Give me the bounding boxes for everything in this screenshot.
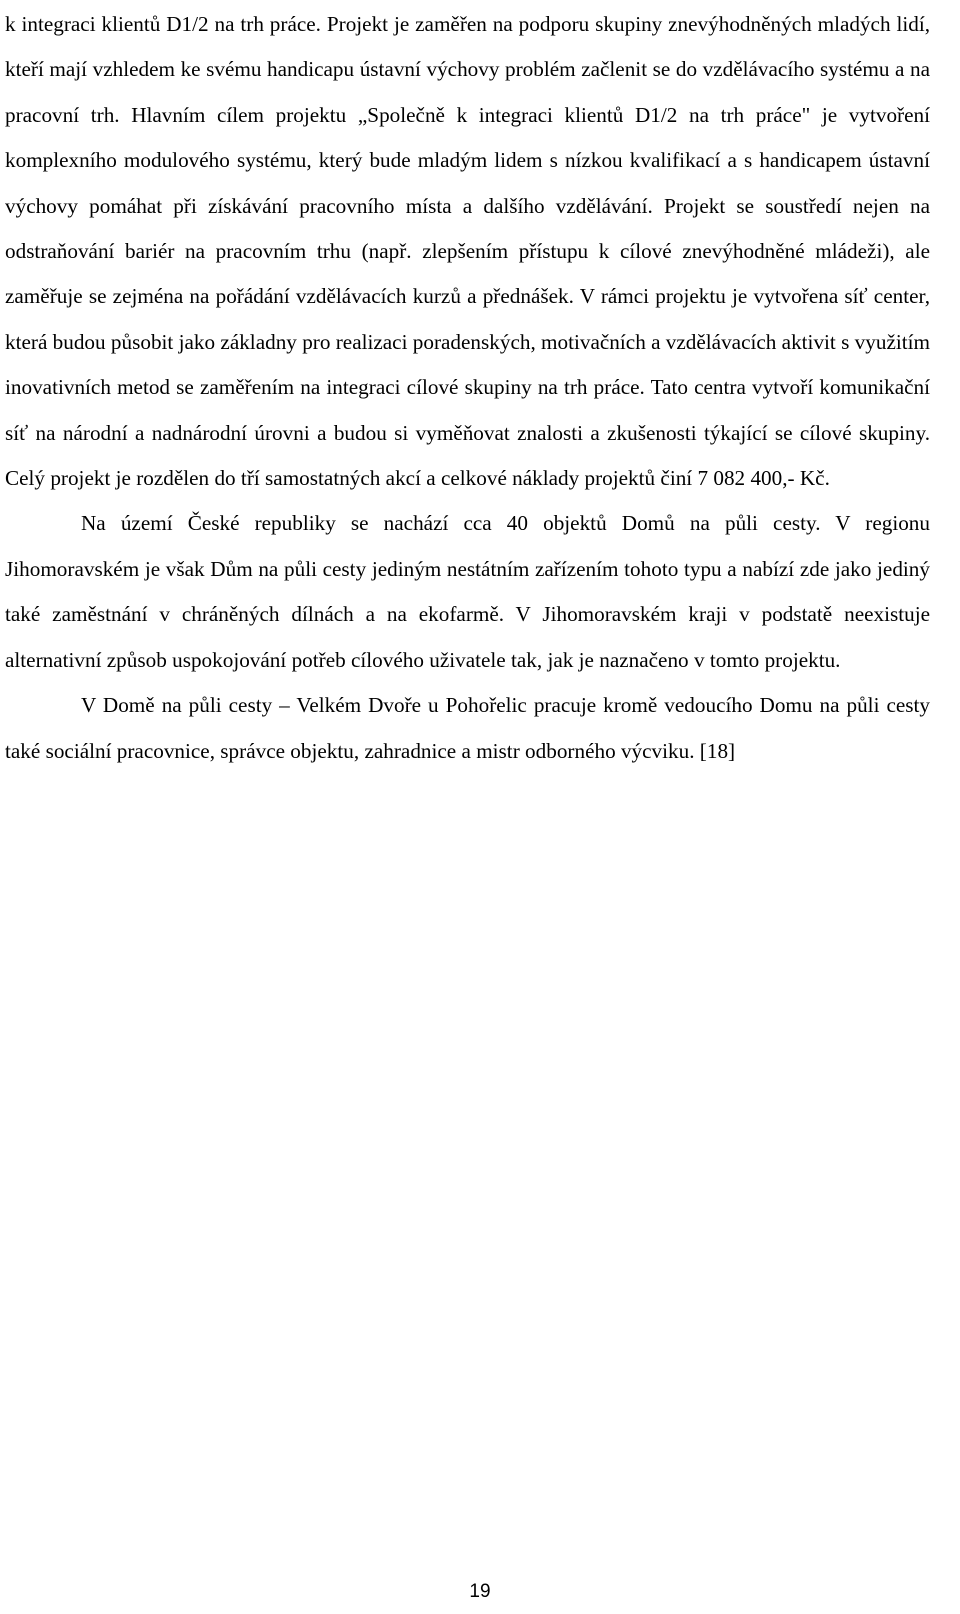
paragraph-halfway-houses: Na území České republiky se nachází cca 40 objektů Domů na půli cesty. V regionu Jihomoravském je však Dům na půli cesty jediným nestátním zařízením tohoto typu a nabízí zde jako jediný také zaměstnání v chráněných dílnách a na ekofarmě. V Jihomoravském kraji v podstatě neexistuje alternativní způsob uspokojování potřeb cílového uživatele tak, jak je naznačeno v tomto projektu.	[5, 511, 930, 672]
paragraph-staff: V Domě na půli cesty – Velkém Dvoře u Pohořelic pracuje kromě vedoucího Domu na půli cesty také sociální pracovnice, správce objektu, zahradnice a mistr odborného výcviku. [18]	[5, 693, 930, 763]
paragraph-project-description: k integraci klientů D1/2 na trh práce. Projekt je zaměřen na podporu skupiny znevýhodněných mladých lidí, kteří mají vzhledem ke svému handicapu ústavní výchovy problém začlenit se do vzdělávacího systému a na pracovní trh. Hlavním cílem projektu „Společně k integraci klientů D1/2 na trh práce" je vytvoření komplexního modulového systému, který bude mladým lidem s nízkou kvalifikací a s handicapem ústavní výchovy pomáhat při získávání pracovního místa a dalšího vzdělávání. Projekt se soustředí nejen na odstraňování bariér na pracovním trhu (např. zlepšením přístupu k cílové znevýhodněné mládeži), ale zaměřuje se zejména na pořádání vzdělávacích kurzů a přednášek. V rámci projektu je vytvořena síť center, která budou působit jako základny pro realizaci poradenských, motivačních a vzdělávacích aktivit s využitím inovativních metod se zaměřením na integraci cílové skupiny na trh práce. Tato centra vytvoří komunikační síť na národní a nadnárodní úrovni a budou si vyměňovat znalosti a zkušenosti týkající se cílové skupiny. Celý projekt je rozdělen do tří samostatných akcí a celkové náklady projektů činí 7 082 400,- Kč.	[5, 12, 930, 491]
page-number: 19	[469, 1581, 491, 1602]
document-body	[5, 2, 930, 774]
